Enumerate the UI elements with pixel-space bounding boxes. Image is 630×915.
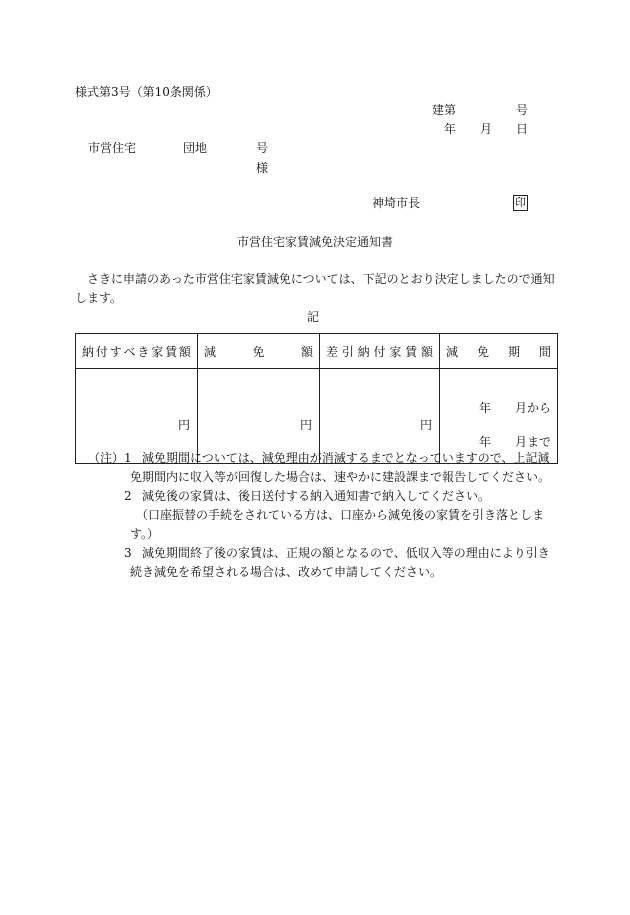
note-1-line-1: 減免期間については、減免理由が消滅するまでとなっていますので、上記減 [142, 451, 550, 465]
cell-net-rent: 円 [320, 369, 440, 464]
date-year: 年 [444, 122, 457, 136]
table-header-row [76, 334, 558, 369]
header-reduction-amount: 減 免 額 [198, 334, 320, 369]
note-2-line-2: （口座振替の手続をされている方は、口座から減免後の家賃を引き落としま [136, 508, 545, 522]
addressee-complex: 団地 [183, 141, 208, 155]
addressee-honorific: 様 [256, 161, 269, 175]
note-3-number: 3 [124, 546, 132, 560]
table-row [76, 369, 558, 464]
addressee-housing: 市営住宅 [88, 141, 137, 155]
note-3-line-1: 減免期間終了後の家賃は、正規の額となるので、低収入等の理由により引き [142, 546, 550, 560]
date-day: 日 [516, 122, 529, 136]
ref-prefix: 建第 [432, 103, 457, 117]
reduction-table [75, 333, 558, 464]
header-reduction-period: 減 免 期 間 [440, 334, 558, 369]
form-number: 様式第3号（第10条関係） [75, 85, 218, 99]
cell-reduction-amount: 円 [198, 369, 320, 464]
ref-suffix: 号 [516, 103, 529, 117]
intro-line-2: します。 [75, 291, 123, 305]
note-1-line-2: 免期間内に収入等が回復した場合は、速やかに建設課まで報告してください。 [130, 470, 551, 484]
sender-title: 神埼市長 [372, 196, 421, 210]
note-3-line-2: 続き減免を希望される場合は、改めて申請してください。 [130, 565, 443, 579]
ki-heading: 記 [307, 310, 320, 324]
seal-mark: 印 [515, 196, 526, 209]
notes-label: （注） [88, 451, 125, 465]
note-2-line-1: 減免後の家賃は、後日送付する納入通知書で納入してください。 [142, 489, 491, 503]
note-2-line-3: す。） [130, 527, 160, 541]
cell-reduction-period: 年 月から 年 月まで [440, 369, 558, 464]
cell-rent-due: 円 [76, 369, 198, 464]
header-net-rent: 差 引 納 付 家 賃 額 [320, 334, 440, 369]
date-month: 月 [480, 122, 493, 136]
intro-line-1: さきに申請のあった市営住宅家賃減免については、下記のとおり決定しましたので通知 [87, 272, 555, 286]
note-2-number: 2 [124, 489, 132, 503]
note-1-number: 1 [124, 451, 132, 465]
header-rent-due: 納 付 す べ き 家 賃 額 [76, 334, 198, 369]
addressee-number: 号 [256, 141, 269, 155]
document-title: 市営住宅家賃減免決定通知書 [237, 235, 394, 249]
